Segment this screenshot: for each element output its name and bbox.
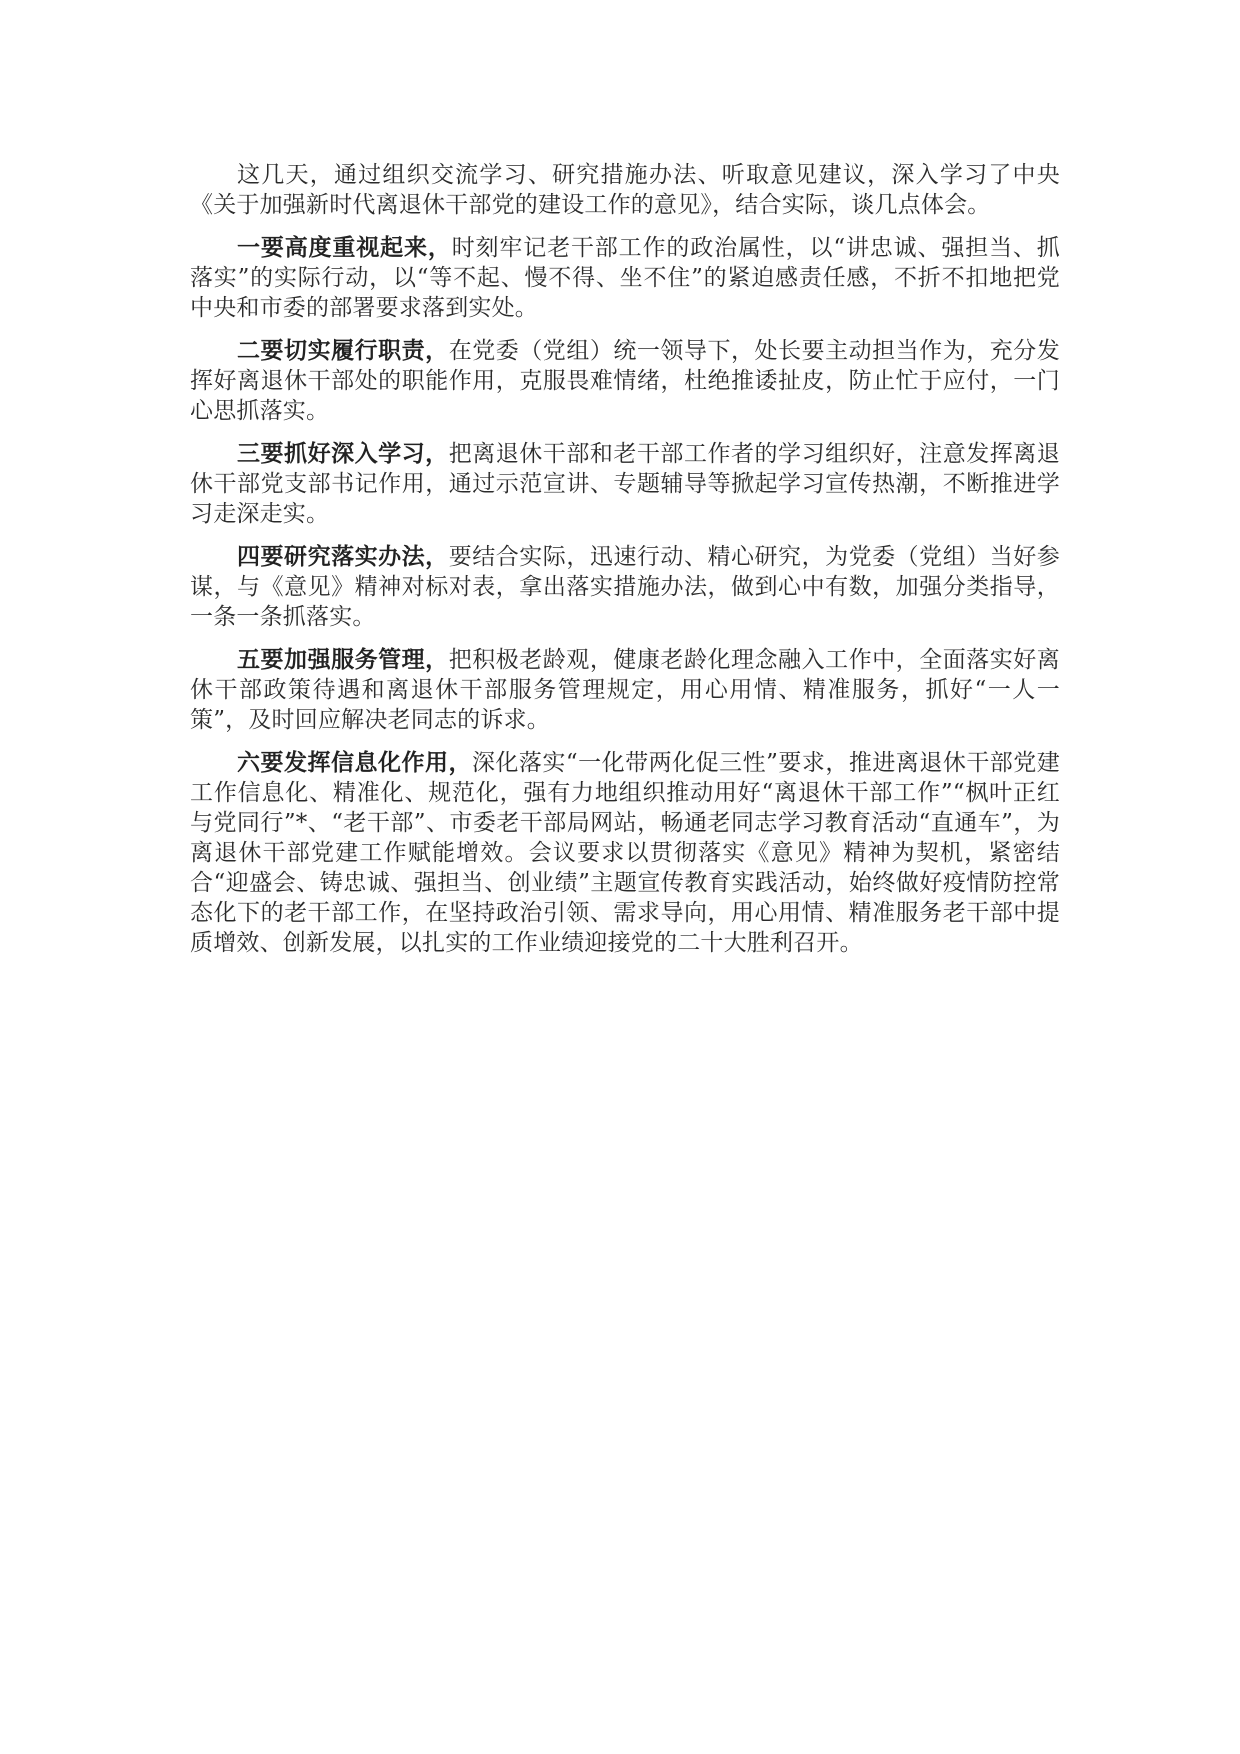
point-text-4: 要结合实际，迅速行动、精心研究，为党委（党组）当好参谋，与《意见》精神对标对表，拿出落实措施办法，做到心中有数，加强分类指导，一条一条抓落实。 — [190, 544, 1060, 630]
point-paragraph-2 — [190, 336, 1060, 426]
point-lead-3: 三要抓好深入学习， — [237, 440, 449, 467]
point-paragraph-1 — [190, 233, 1060, 323]
point-lead-6: 六要发挥信息化作用， — [237, 749, 472, 776]
point-lead-2: 二要切实履行职责， — [237, 337, 449, 364]
point-paragraph-3 — [190, 439, 1060, 529]
point-text-6: 深化落实“一化带两化促三性”要求，推进离退休干部党建工作信息化、精准化、规范化，强有力地组织推动用好“离退休干部工作”“枫叶正红与党同行”*、“老干部”、市委老干部局网站，畅通老同志学习教育活动“直通车”，为离退休干部党建工作赋能增效。会议要求以贯彻落实《意见》精神为契机，紧密结合“迎盛会、铸忠诚、强担当、创业绩”主题宣传教育实践活动，始终做好疫情防控常态化下的老干部工作，在坚持政治引领、需求导向，用心用情、精准服务老干部中提质增效、创新发展，以扎实的工作业绩迎接党的二十大胜利召开。 — [190, 750, 1060, 956]
point-text-2: 在党委（党组）统一领导下，处长要主动担当作为，充分发挥好离退休干部处的职能作用，克服畏难情绪，杜绝推诿扯皮，防止忙于应付，一门心思抓落实。 — [190, 338, 1060, 424]
point-text-1: 时刻牢记老干部工作的政治属性，以“讲忠诚、强担当、抓落实”的实际行动，以“等不起、慢不得、坐不住”的紧迫感责任感，不折不扣地把党中央和市委的部署要求落到实处。 — [190, 235, 1060, 321]
point-paragraph-6 — [190, 748, 1060, 958]
point-lead-1: 一要高度重视起来， — [237, 234, 452, 261]
intro-text: 这几天，通过组织交流学习、研究措施办法、听取意见建议，深入学习了中央《关于加强新时代离退休干部党的建设工作的意见》，结合实际，谈几点体会。 — [190, 162, 1060, 218]
intro-paragraph — [190, 160, 1060, 220]
point-paragraph-4 — [190, 542, 1060, 632]
point-text-5: 把积极老龄观，健康老龄化理念融入工作中，全面落实好离休干部政策待遇和离退休干部服务管理规定，用心用情、精准服务，抓好“一人一策”，及时回应解决老同志的诉求。 — [190, 647, 1060, 733]
point-paragraph-5 — [190, 645, 1060, 735]
point-text-3: 把离退休干部和老干部工作者的学习组织好，注意发挥离退休干部党支部书记作用，通过示范宣讲、专题辅导等掀起学习宣传热潮，不断推进学习走深走实。 — [190, 441, 1060, 527]
point-lead-4: 四要研究落实办法， — [237, 543, 449, 570]
point-lead-5: 五要加强服务管理， — [237, 646, 449, 673]
document-body — [190, 160, 1060, 971]
